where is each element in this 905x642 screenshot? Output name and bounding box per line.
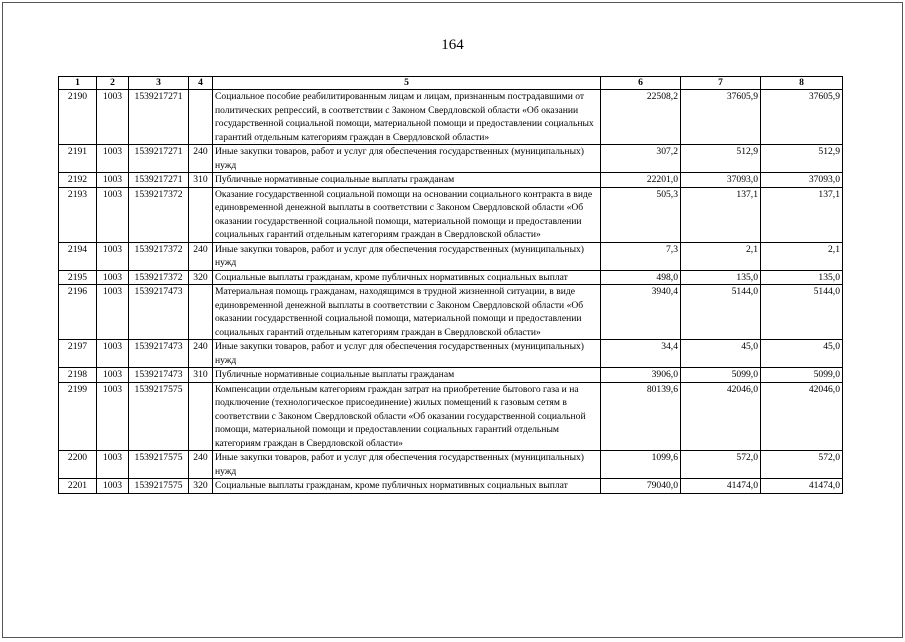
- expense-type: 240: [189, 242, 213, 270]
- target-article: 1539217473: [129, 285, 189, 340]
- header-cell-6: 6: [601, 77, 681, 90]
- value-col6: 505,3: [601, 187, 681, 242]
- value-col8: 135,0: [761, 270, 843, 285]
- section-code: 1003: [97, 368, 129, 383]
- value-col6: 1099,6: [601, 451, 681, 479]
- description: Социальное пособие реабилитированным лицам и лицам, признанным пострадавшими от политических репрессий, в соответствии с Законом Свердловской области «Об оказании государственной социальной помощи, материальной помощи и предоставлении социальных гарантий отдельным категориям граждан в Свердловской области»: [213, 90, 601, 145]
- value-col8: 42046,0: [761, 382, 843, 451]
- description: Иные закупки товаров, работ и услуг для обеспечения государственных (муниципальных) нужд: [213, 451, 601, 479]
- value-col8: 37093,0: [761, 173, 843, 188]
- table-row: [59, 145, 843, 173]
- target-article: 1539217575: [129, 451, 189, 479]
- section-code: 1003: [97, 285, 129, 340]
- section-code: 1003: [97, 173, 129, 188]
- target-article: 1539217271: [129, 145, 189, 173]
- target-article: 1539217271: [129, 90, 189, 145]
- table-row: [59, 368, 843, 383]
- value-col7: 135,0: [681, 270, 761, 285]
- section-code: 1003: [97, 479, 129, 494]
- row-number: 2196: [59, 285, 97, 340]
- target-article: 1539217372: [129, 270, 189, 285]
- expense-type: [189, 187, 213, 242]
- expense-type: 310: [189, 368, 213, 383]
- value-col7: 2,1: [681, 242, 761, 270]
- table-row: [59, 451, 843, 479]
- row-number: 2199: [59, 382, 97, 451]
- section-code: 1003: [97, 270, 129, 285]
- value-col6: 498,0: [601, 270, 681, 285]
- table-row: [59, 479, 843, 494]
- value-col7: 5099,0: [681, 368, 761, 383]
- value-col8: 572,0: [761, 451, 843, 479]
- value-col7: 137,1: [681, 187, 761, 242]
- value-col6: 22508,2: [601, 90, 681, 145]
- value-col7: 37093,0: [681, 173, 761, 188]
- value-col7: 42046,0: [681, 382, 761, 451]
- target-article: 1539217473: [129, 368, 189, 383]
- value-col7: 37605,9: [681, 90, 761, 145]
- section-code: 1003: [97, 187, 129, 242]
- row-number: 2198: [59, 368, 97, 383]
- header-cell-7: 7: [681, 77, 761, 90]
- description: Социальные выплаты гражданам, кроме публичных нормативных социальных выплат: [213, 479, 601, 494]
- expense-type: [189, 285, 213, 340]
- description: Оказание государственной социальной помощи на основании социального контракта в виде единовременной денежной выплаты в соответствии с Законом Свердловской области «Об оказании государственной социальной помощи, материальной помощи и предоставлении социальных гарантий отдельным категориям граждан в Свердловской области»: [213, 187, 601, 242]
- header-row: [59, 77, 843, 90]
- description: Иные закупки товаров, работ и услуг для обеспечения государственных (муниципальных) нужд: [213, 242, 601, 270]
- section-code: 1003: [97, 242, 129, 270]
- value-col7: 5144,0: [681, 285, 761, 340]
- table-row: [59, 90, 843, 145]
- row-number: 2201: [59, 479, 97, 494]
- value-col6: 80139,6: [601, 382, 681, 451]
- value-col8: 512,9: [761, 145, 843, 173]
- value-col6: 34,4: [601, 340, 681, 368]
- row-number: 2193: [59, 187, 97, 242]
- value-col6: 3906,0: [601, 368, 681, 383]
- description: Иные закупки товаров, работ и услуг для обеспечения государственных (муниципальных) нужд: [213, 145, 601, 173]
- table-row: [59, 187, 843, 242]
- header-cell-3: 3: [129, 77, 189, 90]
- description: Публичные нормативные социальные выплаты гражданам: [213, 368, 601, 383]
- target-article: 1539217372: [129, 187, 189, 242]
- value-col8: 5099,0: [761, 368, 843, 383]
- section-code: 1003: [97, 90, 129, 145]
- value-col7: 512,9: [681, 145, 761, 173]
- row-number: 2190: [59, 90, 97, 145]
- section-code: 1003: [97, 340, 129, 368]
- table-row: [59, 285, 843, 340]
- value-col8: 41474,0: [761, 479, 843, 494]
- document-page: [2, 2, 903, 638]
- expense-type: 320: [189, 479, 213, 494]
- description: Иные закупки товаров, работ и услуг для обеспечения государственных (муниципальных) нужд: [213, 340, 601, 368]
- header-cell-2: 2: [97, 77, 129, 90]
- value-col7: 572,0: [681, 451, 761, 479]
- expense-type: 310: [189, 173, 213, 188]
- description: Материальная помощь гражданам, находящимся в трудной жизненной ситуации, в виде единовременной денежной выплаты в соответствии с Законом Свердловской области «Об оказании государственной социальной помощи, материальной помощи и предоставлении социальных гарантий отдельным категориям граждан в Свердловской области»: [213, 285, 601, 340]
- page-number: 164: [441, 37, 464, 53]
- header-cell-1: 1: [59, 77, 97, 90]
- value-col8: 37605,9: [761, 90, 843, 145]
- header-cell-4: 4: [189, 77, 213, 90]
- row-number: 2197: [59, 340, 97, 368]
- table-row: [59, 242, 843, 270]
- section-code: 1003: [97, 145, 129, 173]
- table-row: [59, 270, 843, 285]
- description: Публичные нормативные социальные выплаты гражданам: [213, 173, 601, 188]
- value-col7: 41474,0: [681, 479, 761, 494]
- value-col6: 307,2: [601, 145, 681, 173]
- target-article: 1539217575: [129, 479, 189, 494]
- value-col6: 3940,4: [601, 285, 681, 340]
- value-col7: 45,0: [681, 340, 761, 368]
- budget-table: [58, 76, 843, 494]
- header-cell-5: 5: [213, 77, 601, 90]
- target-article: 1539217372: [129, 242, 189, 270]
- expense-type: 240: [189, 340, 213, 368]
- target-article: 1539217473: [129, 340, 189, 368]
- value-col8: 137,1: [761, 187, 843, 242]
- section-code: 1003: [97, 451, 129, 479]
- value-col6: 79040,0: [601, 479, 681, 494]
- expense-type: 240: [189, 451, 213, 479]
- target-article: 1539217575: [129, 382, 189, 451]
- table-row: [59, 382, 843, 451]
- value-col6: 7,3: [601, 242, 681, 270]
- value-col8: 5144,0: [761, 285, 843, 340]
- table-row: [59, 340, 843, 368]
- section-code: 1003: [97, 382, 129, 451]
- table-row: [59, 173, 843, 188]
- value-col8: 45,0: [761, 340, 843, 368]
- row-number: 2192: [59, 173, 97, 188]
- value-col6: 22201,0: [601, 173, 681, 188]
- description: Компенсации отдельным категориям граждан затрат на приобретение бытового газа и на подключение (технологическое присоединение) жилых помещений к газовым сетям в соответствии с Законом Свердловской области «Об оказании государственной социальной помощи, материальной помощи и предоставлении социальных гарантий отдельным категориям граждан в Свердловской области»: [213, 382, 601, 451]
- row-number: 2191: [59, 145, 97, 173]
- row-number: 2195: [59, 270, 97, 285]
- row-number: 2194: [59, 242, 97, 270]
- expense-type: [189, 382, 213, 451]
- header-cell-8: 8: [761, 77, 843, 90]
- expense-type: 320: [189, 270, 213, 285]
- expense-type: 240: [189, 145, 213, 173]
- row-number: 2200: [59, 451, 97, 479]
- description: Социальные выплаты гражданам, кроме публичных нормативных социальных выплат: [213, 270, 601, 285]
- expense-type: [189, 90, 213, 145]
- value-col8: 2,1: [761, 242, 843, 270]
- target-article: 1539217271: [129, 173, 189, 188]
